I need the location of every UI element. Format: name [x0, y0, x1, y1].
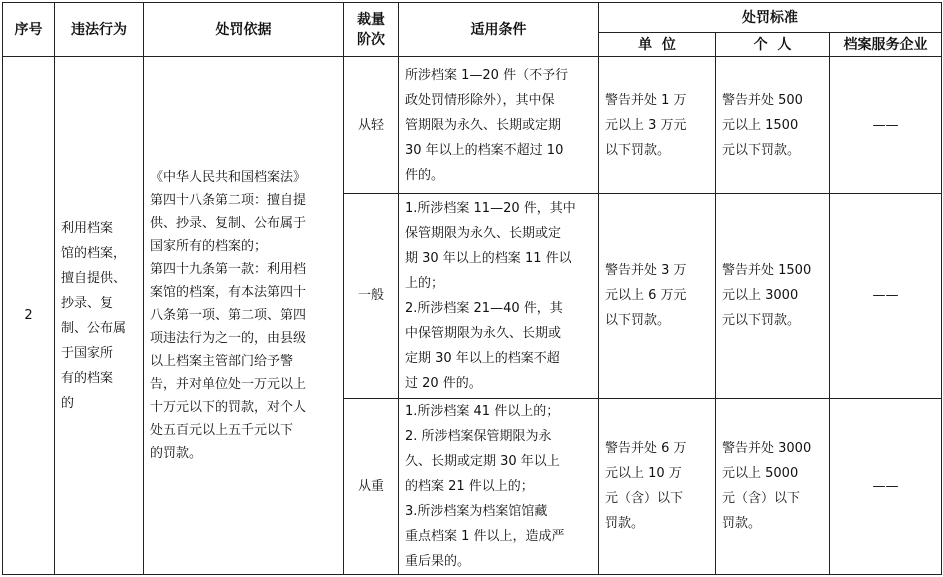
condition-severe: 1.所涉档案 41 件以上的； 2. 所涉档案保管期限为永 久、长期或定期 30 年以上 的档案 21 件以上的； 3.所涉档案为档案馆馆藏 重点档案 1 件以上，造成严 重后果的。 — [399, 398, 599, 574]
penalty-table — [2, 2, 942, 575]
condition-general: 1.所涉档案 11—20 件，其中 保管期限为永久、长期或定 期 30 年以上的档案 11 件以 上的； 2.所涉档案 21—40 件，其 中保管期限为永久、长期或 定期 30 年以上的档案不超 过 20 件的。 — [399, 194, 599, 398]
header-enterprise: 档案服务企业 — [830, 33, 942, 57]
unit-penalty-severe: 警告并处 6 万 元以上 10 万 元（含）以下 罚款。 — [599, 398, 716, 574]
violation-text: 利用档案 馆的档案， 擅自提供、 抄录、复 制、公布属 于国家所 有的档案 的 — [55, 57, 144, 575]
header-basis: 处罚依据 — [144, 3, 344, 57]
enterprise-penalty-general: —— — [830, 194, 942, 398]
enterprise-penalty-severe: —— — [830, 398, 942, 574]
header-unit: 单 位 — [599, 33, 716, 57]
enterprise-penalty-lenient: —— — [830, 57, 942, 194]
unit-penalty-general: 警告并处 3 万 元以上 6 万元 以下罚款。 — [599, 194, 716, 398]
individual-penalty-general: 警告并处 1500 元以上 3000 元以下罚款。 — [716, 194, 830, 398]
individual-penalty-severe: 警告并处 3000 元以上 5000 元（含）以下 罚款。 — [716, 398, 830, 574]
individual-penalty-lenient: 警告并处 500 元以上 1500 元以下罚款。 — [716, 57, 830, 194]
condition-lenient: 所涉档案 1—20 件（不予行 政处罚情形除外），其中保 管期限为永久、长期或定期 30 年以上的档案不超过 10 件的。 — [399, 57, 599, 194]
level-general: 一般 — [344, 194, 399, 398]
header-standard: 处罚标准 — [599, 3, 942, 33]
header-violation: 违法行为 — [55, 3, 144, 57]
level-severe: 从重 — [344, 398, 399, 574]
level-lenient: 从轻 — [344, 57, 399, 194]
unit-penalty-lenient: 警告并处 1 万 元以上 3 万元 以下罚款。 — [599, 57, 716, 194]
basis-text: 《中华人民共和国档案法》 第四十八条第二项：擅自提 供、抄录、复制、公布属于 国家所有的档案的； 第四十九条第一款：利用档 案馆的档案，有本法第四十 八条第一项、第二项、第四 项违法行为之一的，由县级 以上档案主管部门给予警 告，并对单位处一万元以上 十万元以下的罚款，对个人 处五百元以上五千元以下 的罚款。 — [144, 57, 344, 575]
header-condition: 适用条件 — [399, 3, 599, 57]
header-level: 裁量 阶次 — [344, 3, 399, 57]
header-individual: 个 人 — [716, 33, 830, 57]
row-seq: 2 — [3, 57, 55, 575]
header-seq: 序号 — [3, 3, 55, 57]
